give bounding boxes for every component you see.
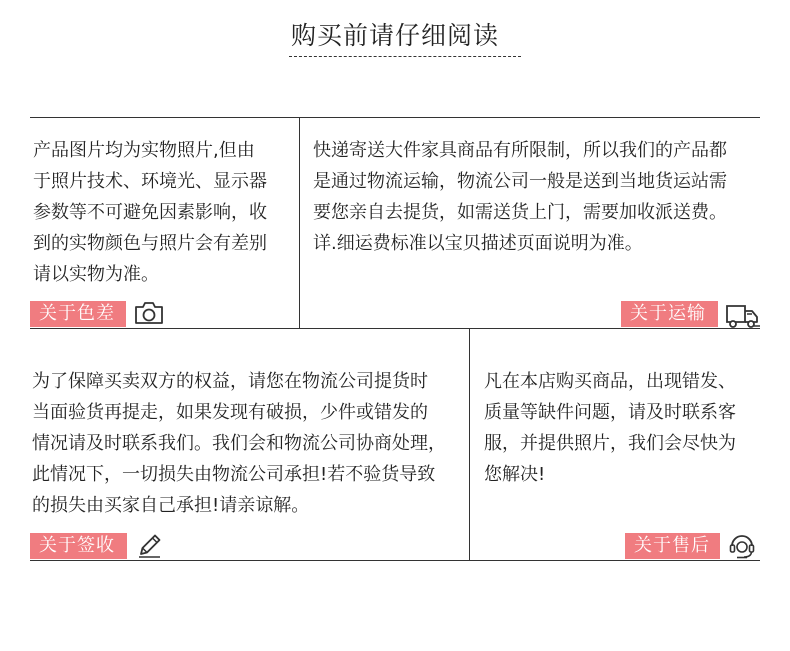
- divider-bottom: [30, 560, 760, 561]
- after-sales-tag: 关于售后: [625, 533, 720, 559]
- color-difference-tag: 关于色差: [30, 301, 126, 327]
- color-difference-text: 产品图片均为实物照片,但由 于照片技术、环境光、显示器 参数等不可避免因素影响，收 到的实物颜色与照片会有差别 请以实物为准。: [33, 140, 267, 285]
- headset-icon: [728, 532, 756, 560]
- delivery-truck-icon: [725, 300, 761, 330]
- divider-middle: [30, 328, 760, 329]
- pencil-icon: [136, 533, 162, 559]
- divider-top: [30, 117, 760, 118]
- camera-icon: [133, 300, 165, 326]
- signing-tag: 关于签收: [30, 533, 127, 559]
- divider-vertical-top: [299, 117, 300, 328]
- shipping-tag: 关于运输: [621, 301, 718, 327]
- after-sales-text: 凡在本店购买商品，出现错发、 质量等缺件问题，请及时联系客 服，并提供照片，我们会尽快为 您解决!: [484, 371, 736, 485]
- shipping-text: 快递寄送大件家具商品有所限制，所以我们的产品都 是通过物流运输，物流公司一般是送到当地货运站需 要您亲自去提货，如需送货上门，需要加收派送费。 详.细运费标准以宝贝描述页面说明为准。: [313, 140, 727, 254]
- page-title: 购买前请仔细阅读: [290, 21, 499, 50]
- signing-text: 为了保障买卖双方的权益，请您在物流公司提货时 当面验货再提走，如果发现有破损，少件或错发的 情况请及时联系我们。我们会和物流公司协商处理， 此情况下，一切损失由物流公司承担!若不验货导致 的损失由买家自己承担!请亲谅解。: [32, 371, 446, 516]
- title-underline: [289, 56, 521, 57]
